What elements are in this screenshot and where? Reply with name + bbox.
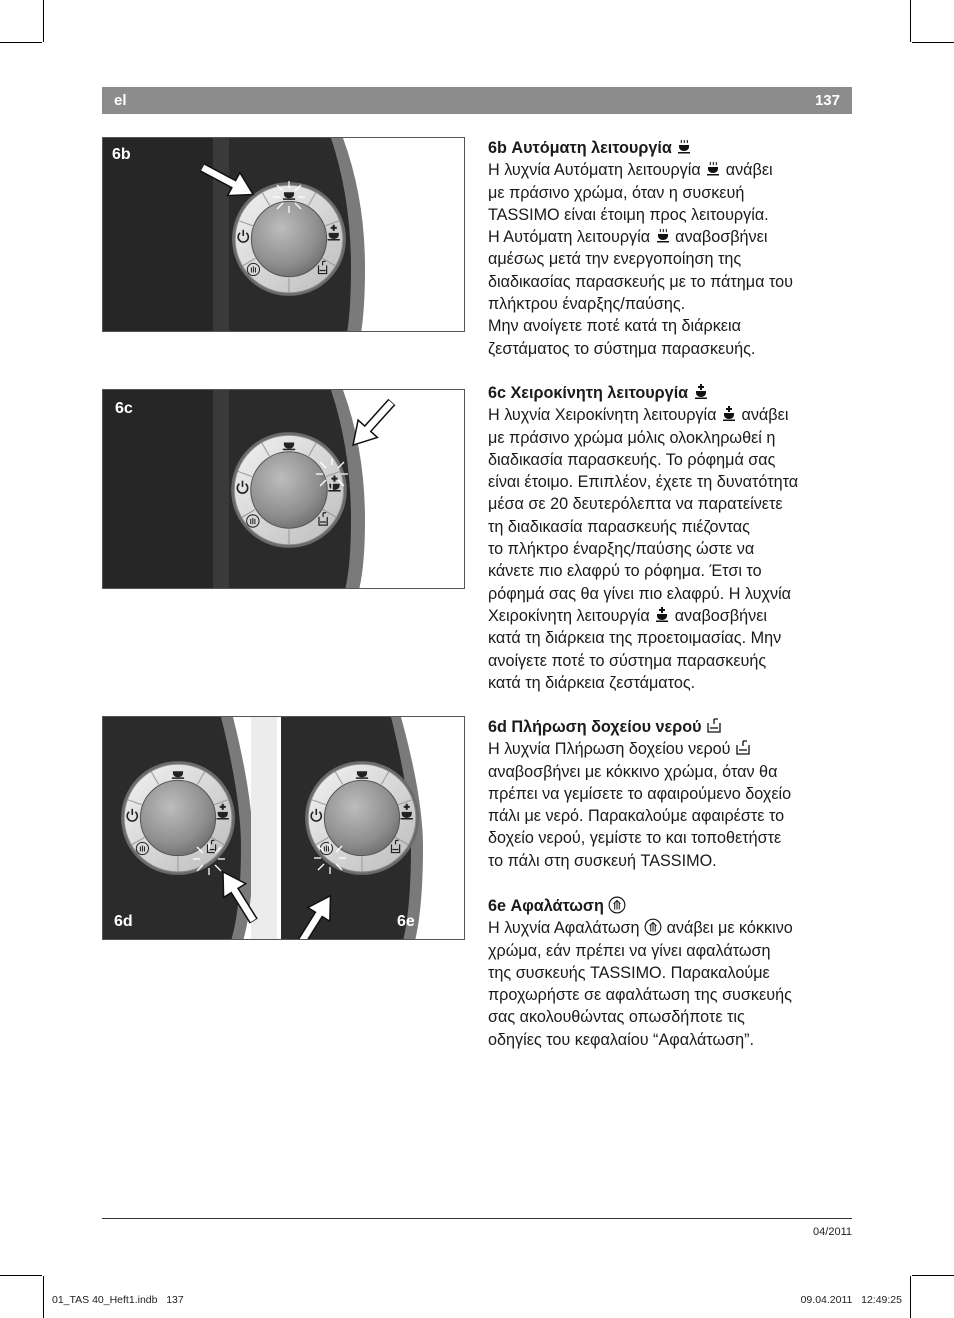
figure-6c <box>102 389 465 589</box>
text-line: προχωρήστε σε αφαλάτωση της συσκευής <box>488 986 792 1005</box>
text-line: οδηγίες του κεφαλαίου “Αφαλάτωση”. <box>488 1030 754 1049</box>
text-line: διαδικασία παρασκευής. Το ρόφημά σας <box>488 450 776 469</box>
text-line: Μην ανοίγετε ποτέ κατά τη διάρκεια <box>488 317 741 336</box>
text-line: το πλήκτρο έναρξης/παύσης ώστε να <box>488 540 755 559</box>
page-header <box>102 87 852 114</box>
text-line <box>488 716 858 738</box>
figure-label: 6e <box>397 913 415 930</box>
text-line <box>488 404 858 426</box>
language-code: el <box>114 92 127 109</box>
figure-label: 6b <box>112 146 131 163</box>
text-line: το πάλι στη συσκευή TASSIMO. <box>488 851 717 870</box>
text-line: πλήκτρου έναρξης/παύσης. <box>488 295 686 314</box>
text-line: τη διαδικασία παρασκευής πιέζοντας <box>488 517 750 536</box>
text-line: είναι έτοιμο. Επιπλέον, έχετε τη δυνατότητα <box>488 473 799 492</box>
text-line: Η λυχνία Χειροκίνητη λειτουργία <box>488 406 717 425</box>
auto-mode-icon <box>655 228 671 244</box>
auto-mode-icon <box>705 161 721 177</box>
auto-mode-icon <box>676 139 692 155</box>
text-line: διαδικασίας παρασκευής με το πάτημα του <box>488 272 793 291</box>
manual-mode-icon <box>721 406 737 422</box>
descale-icon <box>644 918 662 936</box>
text-line: δοχείο νερού, γεμίστε το και τοποθετήστε <box>488 829 782 848</box>
text-line: TASSIMO είναι έτοιμη προς λειτουργία. <box>488 205 769 224</box>
footer-divider <box>102 1218 852 1219</box>
text-line <box>488 605 858 627</box>
text-line: αναβοσβήνει <box>674 606 768 625</box>
text-line: ανάβει <box>741 406 789 425</box>
text-line: ανάβει <box>725 161 773 180</box>
text-line <box>488 895 858 917</box>
figure-label: 6d <box>114 913 133 930</box>
section-6d <box>488 716 858 872</box>
print-slug-date: 09.04.2011 12:49:25 <box>800 1294 902 1306</box>
text-line: με πράσινο χρώμα, όταν η συσκευή <box>488 183 745 202</box>
text-line: χρώμα, εάν πρέπει να γίνει αφαλάτωση <box>488 941 771 960</box>
text-line <box>488 159 858 181</box>
section-6c <box>488 382 858 694</box>
text-line: πρέπει να γεμίσετε το αφαιρούμενο δοχείο <box>488 784 792 803</box>
text-line: Η λυχνία Αυτόματη λειτουργία <box>488 161 701 180</box>
text-line: κάνετε πιο ελαφρύ το ρόφημα. Έτσι το <box>488 562 762 581</box>
figure-label: 6c <box>115 400 133 417</box>
text-line: κατά τη διάρκεια της προετοιμασίας. Μην <box>488 629 782 648</box>
print-slug-file: 01_TAS 40_Heft1.indb 137 <box>52 1294 184 1306</box>
text-line: Η λυχνία Πλήρωση δοχείου νερού <box>488 740 731 759</box>
figure-6b <box>102 137 465 332</box>
page-number: 137 <box>814 92 840 109</box>
text-line <box>488 226 858 248</box>
footer-date: 04/2011 <box>813 1226 852 1238</box>
figure-6d-6e <box>102 716 465 940</box>
control-dial <box>121 761 235 875</box>
text-line: αμέσως μετά την ενεργοποίηση της <box>488 250 742 269</box>
text-line: ανάβει με κόκκινο <box>666 919 793 938</box>
water-tank-icon <box>706 718 722 734</box>
section-6b <box>488 137 858 360</box>
text-line <box>488 137 858 159</box>
text-line <box>488 382 858 404</box>
text-line: αναβοσβήνει <box>675 228 768 247</box>
text-line: ρόφημά σας θα γίνει πιο ελαφρύ. Η λυχνία <box>488 584 792 603</box>
manual-mode-icon <box>693 384 709 400</box>
text-line: ανοίγετε ποτέ το σύστημα παρασκευής <box>488 651 767 670</box>
section-title: 6e Αφαλάτωση <box>488 897 604 915</box>
control-dial <box>231 432 347 548</box>
control-dial <box>305 761 419 875</box>
descale-icon <box>608 896 626 914</box>
text-line: Η λυχνία Αφαλάτωση <box>488 919 640 938</box>
water-tank-icon <box>735 740 751 756</box>
text-line: κατά τη διάρκεια ζεστάματος. <box>488 673 696 692</box>
text-line: της συσκευής TASSIMO. Παρακαλούμε <box>488 963 770 982</box>
text-line: πάλι με νερό. Παρακαλούμε αφαιρέστε το <box>488 807 785 826</box>
text-line <box>488 917 858 939</box>
manual-mode-icon <box>654 607 670 623</box>
text-line: σας ακολουθώντας οπωσδήποτε τις <box>488 1008 745 1027</box>
text-line <box>488 738 858 760</box>
text-line: αναβοσβήνει με κόκκινο χρώμα, όταν θα <box>488 762 778 781</box>
text-line: Χειροκίνητη λειτουργία <box>488 606 650 625</box>
text-line: Η Αυτόματη λειτουργία <box>488 228 651 247</box>
section-6e <box>488 895 858 1051</box>
section-title: 6b Αυτόματη λειτουργία <box>488 139 672 157</box>
text-line: με πράσινο χρώμα μόλις ολοκληρωθεί η <box>488 428 776 447</box>
text-line: ζεστάματος το σύστημα παρασκευής. <box>488 339 756 358</box>
section-title: 6c Χειροκίνητη λειτουργία <box>488 384 689 402</box>
control-dial <box>232 182 346 296</box>
section-title: 6d Πλήρωση δοχείου νερού <box>488 718 702 736</box>
text-line: μέσα σε 20 δευτερόλεπτα να παρατείνετε <box>488 495 783 514</box>
